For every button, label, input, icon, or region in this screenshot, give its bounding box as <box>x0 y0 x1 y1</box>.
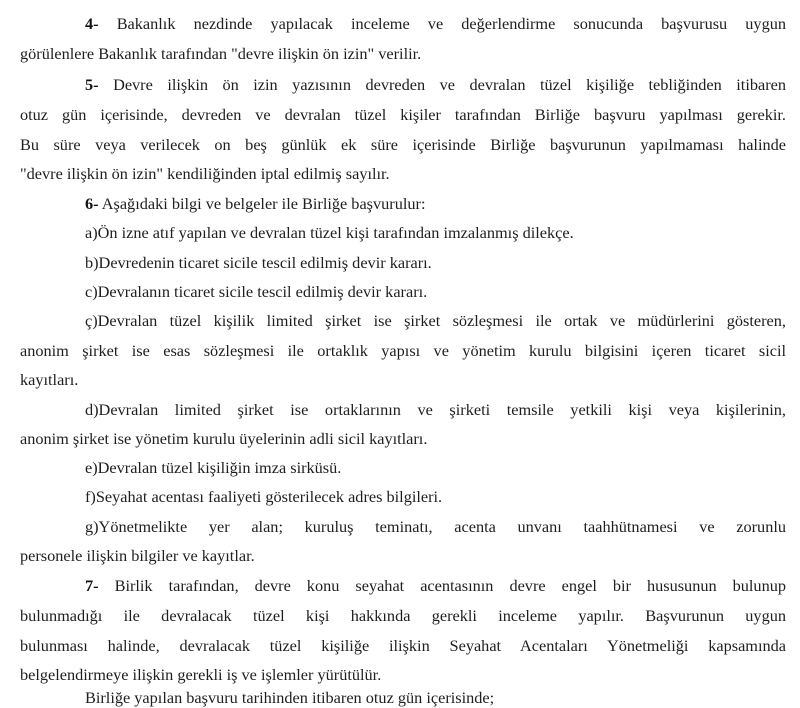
paragraph-7-number: 7- <box>85 576 99 595</box>
item-c: c)Devralanın ticaret sicile tescil edilmiş devir kararı. <box>85 282 428 301</box>
paragraph-6-intro: 6- Aşağıdaki bilgi ve belgeler ile Birliğe başvurulur: <box>85 194 426 213</box>
item-g-line-1: g)Yönetmelikte yer alan; kuruluş teminatı, acenta unvanı taahhütnamesi ve zorunlu <box>85 517 786 536</box>
paragraph-5-line-2: otuz gün içerisinde, devreden ve devralan tüzel kişiler tarafından Birliğe başvuru yapılması gerekir. <box>20 105 786 124</box>
item-f: f)Seyahat acentası faaliyeti gösterilecek adres bilgileri. <box>85 487 443 506</box>
item-d-line-1: d)Devralan limited şirket ise ortaklarının ve şirketi temsile yetkili kişi veya kişilerinin, <box>85 400 786 419</box>
paragraph-5-line-1: 5- Devre ilişkin ön izin yazısının devreden ve devralan tüzel kişiliğe tebliğinden itibaren <box>85 75 786 94</box>
paragraph-6-number: 6- <box>85 194 99 213</box>
paragraph-5-line-3: Bu süre veya verilecek on beş günlük ek süre içerisinde Birliğe başvurunun yapılmaması halinde <box>20 135 786 154</box>
item-e: e)Devralan tüzel kişiliğin imza sirküsü. <box>85 458 342 477</box>
paragraph-7-line-3: bulunması halinde, devralacak tüzel kişiliğe ilişkin Seyahat Acentaları Yönetmeliği kapsamında <box>20 636 786 655</box>
paragraph-4-line-1: 4- Bakanlık nezdinde yapılacak inceleme ve değerlendirme sonucunda başvurusu uygun <box>85 14 786 33</box>
final-paragraph-line: Birliğe yapılan başvuru tarihinden itibaren otuz gün içerisinde; <box>85 688 495 707</box>
item-cc-line-1: ç)Devralan tüzel kişilik limited şirket ise şirket sözleşmesi ile ortak ve müdürlerini gösteren, <box>85 311 786 330</box>
item-cc-line-3: kayıtları. <box>20 370 79 389</box>
paragraph-5-line-4: "devre ilişkin ön izin" kendiliğinden iptal edilmiş sayılır. <box>20 164 390 183</box>
paragraph-7-line-1: 7- Birlik tarafından, devre konu seyahat acentasının devre engel bir hususunun bulunup <box>85 576 786 595</box>
item-b: b)Devredenin ticaret sicile tescil edilmiş devir kararı. <box>85 253 432 272</box>
paragraph-7-line-2: bulunmadığı ile devralacak tüzel kişi hakkında gerekli inceleme yapılır. Başvurunun uygun <box>20 606 786 625</box>
paragraph-5-number: 5- <box>85 75 99 94</box>
paragraph-4-line-2: görülenlere Bakanlık tarafından "devre ilişkin ön izin" verilir. <box>20 44 422 63</box>
paragraph-4-number: 4- <box>85 14 99 33</box>
item-g-line-2: personele ilişkin bilgiler ve kayıtlar. <box>20 546 255 565</box>
paragraph-7-line-4: belgelendirmeye ilişkin gerekli iş ve işlemler yürütülür. <box>20 665 382 684</box>
item-cc-line-2: anonim şirket ise esas sözleşmesi ile ortaklık yapısı ve yönetim kurulu bilgisini içeren ticaret sicil <box>20 341 786 360</box>
item-d-line-2: anonim şirket ise yönetim kurulu üyelerinin adli sicil kayıtları. <box>20 429 428 448</box>
item-a: a)Ön izne atıf yapılan ve devralan tüzel kişi tarafından imzalanmış dilekçe. <box>85 223 574 242</box>
